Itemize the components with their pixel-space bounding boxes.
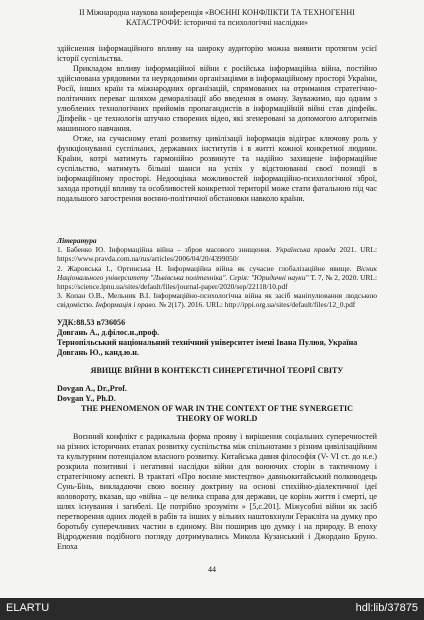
reference-link-3[interactable]: № 2(17). 2016. URL: http://ippi.org.ua/sites/default/files/12_0.pdf [158, 300, 356, 310]
footer-handle[interactable]: hdl:lib/37875 [355, 602, 418, 614]
body-text [57, 44, 377, 204]
author-1-en: Dovgan A., Dr.,Prof. [57, 384, 127, 393]
literature-heading: Література [57, 236, 97, 245]
header-line-2: КАТАСТРОФИ: історичні та психологічні наслідки» [125, 18, 309, 27]
paragraph-conclusion: Отже, на сучасному етапі розвитку цивілізації інформація відіграє ключову роль у функціонуванні суспільних, державних інститутів і в житті кожної конкретної людини. Країни, котрі матимуть гармонійно розвинуте та надійно захищене інформаційне суспільство, матимуть більші шанси на успіх у відстоюванні своєї позиції в інформаційному просторі. Недооцінка можливостей інформаційно-психологічної зброї, захода протидії впливу та особливостей конкретної території може стати фатальною під час подальшого загострення воєнно-політичної обстановки навколо країни. [57, 134, 377, 203]
article-title-en-line-2: THEORY OF WORLD [176, 414, 258, 423]
article-paragraph: Воєнний конфлікт є радикальна форма прояву і вирішення соціальних суперечностей на різних історичних етапах розвитку суспільства між спільнотами з різним цивілізаційним та культурним потенціалом власного розвитку. Китайська давня філософія (V- VІ ст. до н.е.) розкрила позитивні і негативні наслідки війни для воюючих сторін в тактичному і стратегічному аспекті. В трактаті «Про воєнне мистецтво» давньокитайський полководець Сунь-Бінь, викладаючи свою воєнну доктрину на основі стихійно-діалектичної ідеї коловороту, вказав, що «війна – це велика справа для держави, це корінь життя і смерті, це шлях існування і загибелі. Це потрібно зрозуміти » [5,с.201]. Міжусобні війни як засіб перетворення одних людей в рабів та інших у вільних наштовхнули Геракліта на думку про боротьбу суперечливих частин в єдиному. Він поширив цю думку і на природу. В епоху Відродження подібного погляду дотримувались Микола Кузанський і Джордано Бруно. Епоха [57, 432, 377, 551]
reference-item-2: 2. Жаровська І., Ортинська Н. Інформаційна війна як сучасне глобалізаційне явище. Вісник Національного університету "Львівська політехніка". Серія: "Юридичні науки" Т. 7, № 2, 2020. URL: https://science.lpnu.ua/sites/default/files/journal-paper/2020/sep/22118/10.pdf [57, 263, 377, 292]
conference-header [57, 8, 377, 28]
author-2-ua: Довгань Ю., канд.ю.н. [57, 348, 139, 357]
literature-section [57, 236, 377, 310]
article-title-en-line-1: THE PHENOMENON OF WAR IN THE CONTEXT OF THE SYNERGETIC [80, 404, 353, 413]
reference-link-2[interactable]: Т. 7, № 2, 2020. URL: https://science.lpnu.ua/sites/default/files/journal-paper/2020/sep/22118/10.pdf [57, 272, 377, 292]
paragraph-russian-info-war: Прикладом впливу інформаційної війни є російська інформаційна війна, постійно здійснювана урядовими та неурядовими організаціями в інформаційному просторі України, Росії, інших країн та міжнародних організацій, спрямованих на отримання стратегічно-політичних переваг шляхом деморалізації або введення в оману. Зауважимо, що одним з улюблених технологічних прийомів пропагандистів в інформаційній війні став діпфейк. Діпфейк - це технологія штучно створених відео, які згенеровані за допомогою алгоритмів машинного навчання. [57, 64, 377, 133]
article-title-ua: ЯВИЩЕ ВІЙНИ В КОНТЕКСТІ СИНЕРГЕТИЧНОЇ ТЕОРІЇ СВІТУ [90, 366, 344, 375]
article-body [57, 432, 377, 552]
reference-item-3: 3. Копан О.В., Мельник В.І. Інформаційно-психологічна війна як засіб маніпулювання людською свідомістю. Інформація і право. № 2(17). 2016. URL: http://ippi.org.ua/sites/default/files/12_0.pdf [57, 291, 377, 310]
article-meta [57, 318, 377, 358]
header-line-1: ІІ Міжнародна наукова конференція «ВОЄННІ КОНФЛІКТИ ТА ТЕХНОГЕННІ [79, 8, 355, 17]
author-2-en: Dovgan Y., Ph.D. [57, 394, 116, 403]
reference-link-1[interactable]: 2021. URL: https://www.pravda.com.ua/rus/articles/2006/04/20/4399050/ [57, 245, 378, 264]
paragraph-continued: здійснення інформаційного впливу на широку аудиторію можна виявити протягом усієї історії суспільства. [57, 44, 377, 63]
author-1-ua: Довгань А., д.філос.н.,проф. [57, 328, 160, 337]
reference-item-1: 1. Бабенко Ю. Інформаційна війна – зброя масового знищення. Українська правда 2021. URL: https://www.pravda.com.ua/rus/articles/2006/04/20/4399050/ [57, 245, 378, 264]
footer-bar [0, 598, 424, 620]
affiliation: Тернопільський національний технічний університет імені Івана Пулюя, Україна [57, 338, 358, 347]
page-number: 44 [208, 565, 216, 574]
udc-code: УДК:88.53 в736056 [57, 318, 126, 327]
footer-repository-name: ELARTU [6, 602, 50, 614]
article-meta-en [57, 384, 377, 424]
